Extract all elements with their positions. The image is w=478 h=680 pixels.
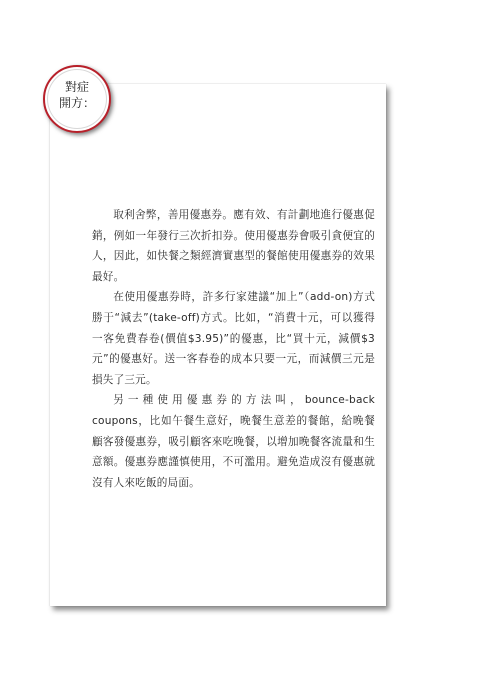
paragraph-2: 在使用優惠券時，許多行家建議“加上”（add-on)方式勝于“減去”(take-off)方式。比如，“消費十元，可以獲得一客免費春卷(價值$3.95)”的優惠，比“買十元，減價$3元”的優惠好。送一客春卷的成本只要一元，而減價三元是損失了三元。 [92,291,375,386]
section-badge [43,65,111,133]
badge-title-line-2: 開方： [58,96,95,110]
article-body [92,205,375,493]
paragraph-1: 取利舍弊，善用優惠券。應有效、有計劃地進行優惠促銷，例如一年發行三次折扣券。使用優惠券會吸引貪便宜的人，因此，如快餐之類經濟實惠型的餐館使用優惠券的效果最好。 [92,209,375,283]
paragraph-3: 另一種使用優惠券的方法叫，bounce-back coupons，比如午餐生意好，晚餐生意差的餐館，給晚餐顧客發優惠券，吸引顧客來吃晚餐，以增加晚餐客流量和生意額。優惠券應謹慎使用，不可濫用。避免造成沒有優惠就沒有人來吃飯的局面。 [92,394,375,489]
badge-title-line-1: 對症 [64,80,89,94]
